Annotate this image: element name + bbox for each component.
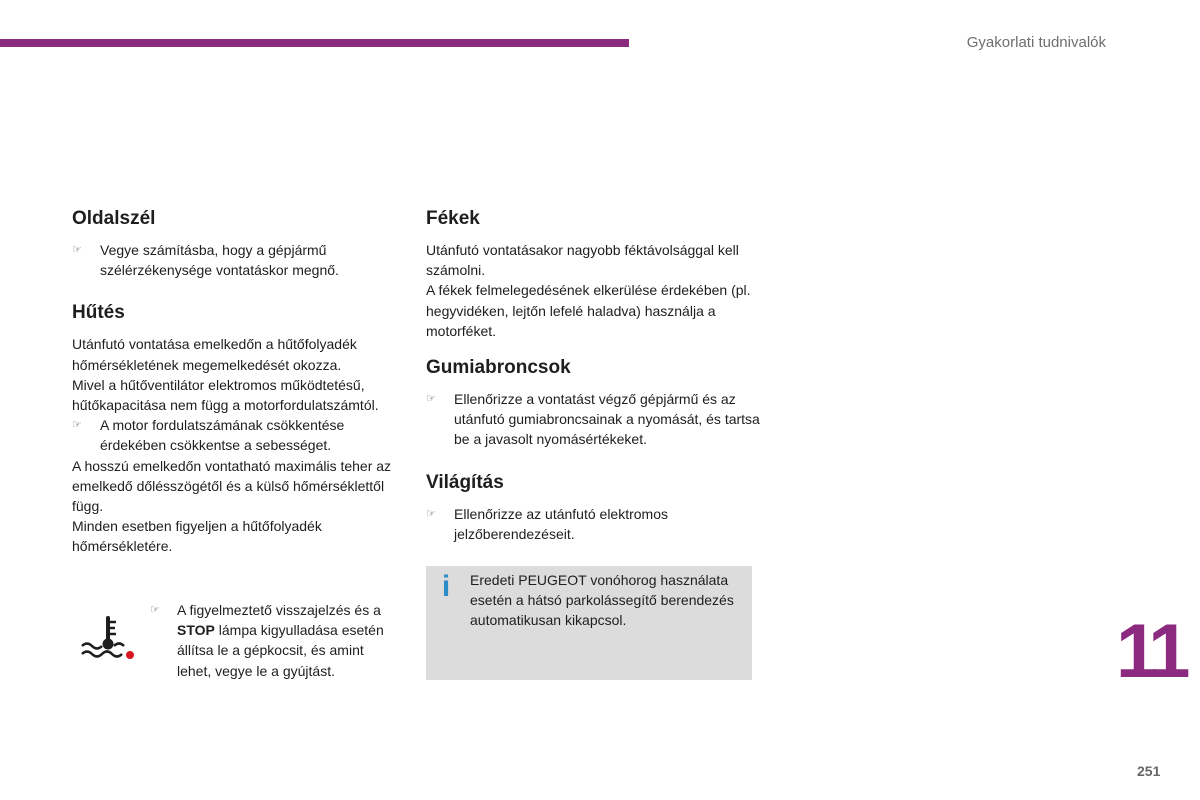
list-item [72, 415, 402, 455]
heading-hutes: Hűtés [72, 302, 125, 324]
list-item [72, 240, 402, 280]
heading-fekek: Fékek [426, 208, 480, 229]
coolant-temperature-warning-icon [78, 612, 136, 664]
paragraph: Utánfutó vontatása emelkedőn a hűtőfolyadék hőmérsékletének megemelkedését okozza. [72, 336, 357, 373]
info-text: Eredeti PEUGEOT vonóhorog használata esetén a hátsó parkolássegítő berendezés automatikusan kikapcsol. [470, 572, 734, 629]
bullet-text: Vegye számításba, hogy a gépjármű szélérzékenysége vontatáskor megnő. [100, 242, 339, 279]
list-item [426, 389, 761, 450]
paragraph: Minden esetben figyeljen a hűtőfolyadék hőmérsékletére. [72, 518, 322, 555]
warning-block [72, 600, 402, 690]
chapter-number: 11 [1116, 609, 1185, 694]
stop-label: STOP [177, 622, 215, 639]
list-item [150, 600, 395, 681]
heading-vilagitas: Világítás [426, 471, 504, 493]
page-number: 251 [1137, 763, 1161, 779]
heading-oldalszel: Oldalszél [72, 208, 156, 229]
info-icon: i [441, 570, 451, 603]
info-box [426, 566, 752, 680]
right-column [426, 206, 761, 544]
header-accent-bar [0, 39, 629, 47]
warning-text-block [150, 600, 395, 681]
warning-text-part: A figyelmeztető visszajelzés és a [177, 602, 381, 618]
pointing-hand-icon: ☞ [426, 393, 436, 406]
bullet-text: Ellenőrizze az utánfutó elektromos jelzőberendezéseit. [454, 505, 668, 542]
pointing-hand-icon: ☞ [72, 419, 82, 432]
bullet-text: Ellenőrizze a vontatást végző gépjármű és az utánfutó gumiabroncsainak a nyomását, és tartsa be a javasolt nyomásértékeket. [454, 391, 760, 448]
list-item [426, 504, 761, 544]
left-column [72, 206, 402, 557]
paragraph: Mivel a hűtőventilátor elektromos működtetésű, hűtőkapacitása nem függ a motorfordulatszámtól. [72, 376, 379, 414]
section-title: Gyakorlati tudnivalók [966, 34, 1106, 51]
paragraph: Utánfutó vontatásakor nagyobb féktávolsággal kell számolni. [426, 242, 739, 279]
pointing-hand-icon: ☞ [72, 244, 82, 256]
warning-text-part: lámpa kigyulladása esetén állítsa le a gépkocsit, és amint lehet, vegye le a gyújtást. [177, 622, 384, 679]
paragraph: A hosszú emelkedőn vontatható maximális teher az emelkedő dőlésszögétől és a külső hőmérséklettől függ. [72, 457, 392, 515]
paragraph: A fékek felmelegedésének elkerülése érdekében (pl. hegyvidéken, lejtőn lefelé haladva) használja a motorféket. [426, 282, 751, 339]
warning-text [177, 600, 395, 681]
pointing-hand-icon: ☞ [426, 507, 436, 520]
heading-gumiabroncsok: Gumiabroncsok [426, 357, 571, 379]
bullet-text: A motor fordulatszámának csökkentése érdekében csökkentse a sebességet. [100, 417, 345, 454]
pointing-hand-icon: ☞ [150, 604, 160, 616]
